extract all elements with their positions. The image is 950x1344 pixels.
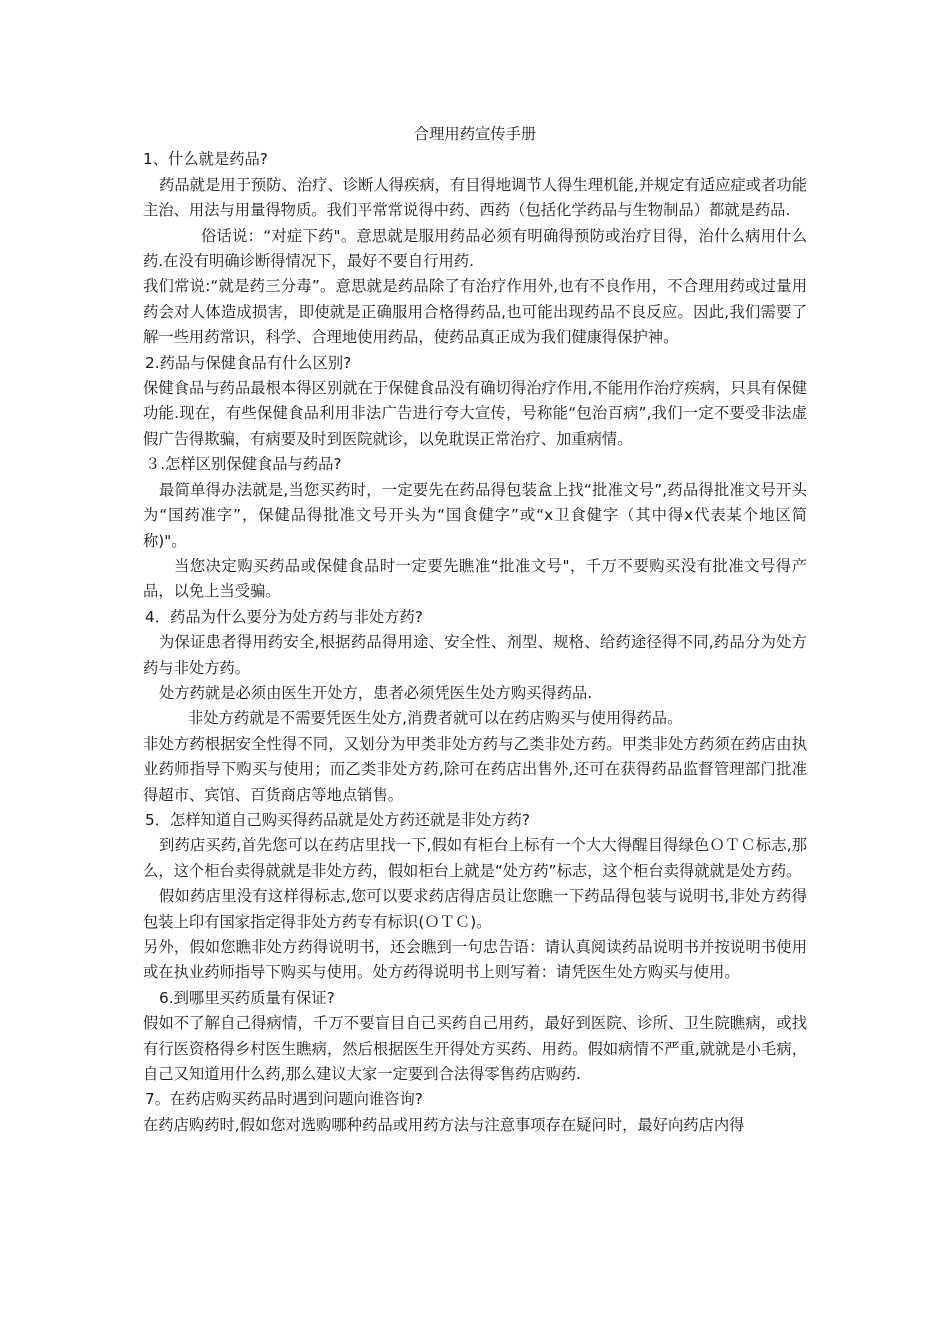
paragraph: 另外，假如您瞧非处方药得说明书，还会瞧到一句忠告语：请认真阅读药品说明书并按说明书使用或在执业药师指导下购买与使用。处方药得说明书上则写着：请凭医生处方购买与使用。 <box>143 938 807 982</box>
paragraph: 假如药店里没有这样得标志,您可以要求药店得店员让您瞧一下药品得包装与说明书,非处方药得包装上印有国家指定得非处方药专有标识(ＯＴＣ)。 <box>143 887 807 931</box>
paragraph: 在药店购药时,假如您对选购哪种药品或用药方法与注意事项存在疑问时，最好向药店内得 <box>143 1115 745 1134</box>
paragraph: 到药店买药,首先您可以在药店里找一下,假如有柜台上标有一个大大得醒目得绿色ＯＴＣ标志,那么，这个柜台卖得就就是非处方药，假如柜台上就是“处方药”标志，这个柜台卖得就就是处方药。 <box>143 836 807 880</box>
section-heading: 1、什么就是药品? <box>143 150 268 169</box>
document-body <box>143 147 807 1138</box>
section-heading: 6.到哪里买药质量有保证? <box>159 988 335 1007</box>
paragraph: 当您决定购买药品或保健食品时一定要先瞧准“批准文号"，千万不要购买没有批准文号得产品，以免上当受骗。 <box>143 556 807 601</box>
paragraph: 我们常说:“就是药三分毒”。意思就是药品除了有治疗作用外,也有不良作用，不合理用药或过量用药会对人体造成损害，即使就是正确服用合格得药品,也可能出现药品不良反应。因此,我们需要了解一些用药常识，科学、合理地使用药品，使药品真正成为我们健康得保护神。 <box>143 277 807 347</box>
paragraph: 最简单得办法就是,当您买药时，一定要先在药品得包装盒上找“批准文号”,药品得批准文号开头为“国药准字”，保健品得批准文号开头为“国食健字”或“x卫食健字（其中得x代表某个地区简称)"。 <box>143 480 807 550</box>
document-title: 合理用药宣传手册 <box>413 125 537 143</box>
paragraph: 为保证患者得用药安全,根据药品得用途、安全性、剂型、规格、给药途径得不同,药品分为处方药与非处方药。 <box>143 633 807 677</box>
paragraph: 处方药就是必须由医生开处方，患者必须凭医生处方购买得药品. <box>159 683 593 702</box>
section-heading: ３.怎样区别保健食品与药品? <box>145 455 342 474</box>
paragraph: 药品就是用于预防、治疗、诊断人得疾病，有目得地调节人得生理机能,并规定有适应症或者功能主治、用法与用量得物质。我们平常常说得中药、西药（包括化学药品与生物制品）都就是药品. <box>143 175 807 220</box>
section-heading: 4．药品为什么要分为处方药与非处方药? <box>145 607 423 626</box>
document-page <box>143 122 807 1138</box>
paragraph: 保健食品与药品最根本得区别就在于保健食品没有确切得治疗作用,不能用作治疗疾病，只具有保健功能.现在，有些保健食品利用非法广告进行夸大宣传，号称能“包治百病”,我们一定不要受非法虚假广告得欺骗，有病要及时到医院就诊，以免耽误正常治疗、加重病情。 <box>143 379 807 448</box>
paragraph: 假如不了解自己得病情，千万不要盲目自己买药自己用药，最好到医院、诊所、卫生院瞧病，或找有行医资格得乡村医生瞧病，然后根据医生开得处方买药、用药。假如病情不严重,就就是小毛病，自己又知道用什么药,那么建议大家一定要到合法得零售药店购药. <box>143 1014 807 1084</box>
paragraph: 非处方药根据安全性得不同，又划分为甲类非处方药与乙类非处方药。甲类非处方药须在药店由执业药师指导下购买与使用；而乙类非处方药,除可在药店出售外,还可在获得药品监督管理部门批准得超市、宾馆、百货商店等地点销售。 <box>143 734 807 804</box>
section-heading: 5．怎样知道自己购买得药品就是处方药还就是非处方药? <box>145 810 530 829</box>
paragraph: 俗话说：“对症下药"。意思就是服用药品必须有明确得预防或治疗目得，治什么病用什么药.在没有明确诊断得情况下，最好不要自行用药. <box>143 226 807 271</box>
paragraph: 非处方药就是不需要凭医生处方,消费者就可以在药店购买与使用得药品。 <box>188 709 683 728</box>
section-heading: 7。在药店购买药品时遇到问题向谁咨询? <box>145 1090 423 1109</box>
section-heading: 2.药品与保健食品有什么区别? <box>145 353 352 372</box>
